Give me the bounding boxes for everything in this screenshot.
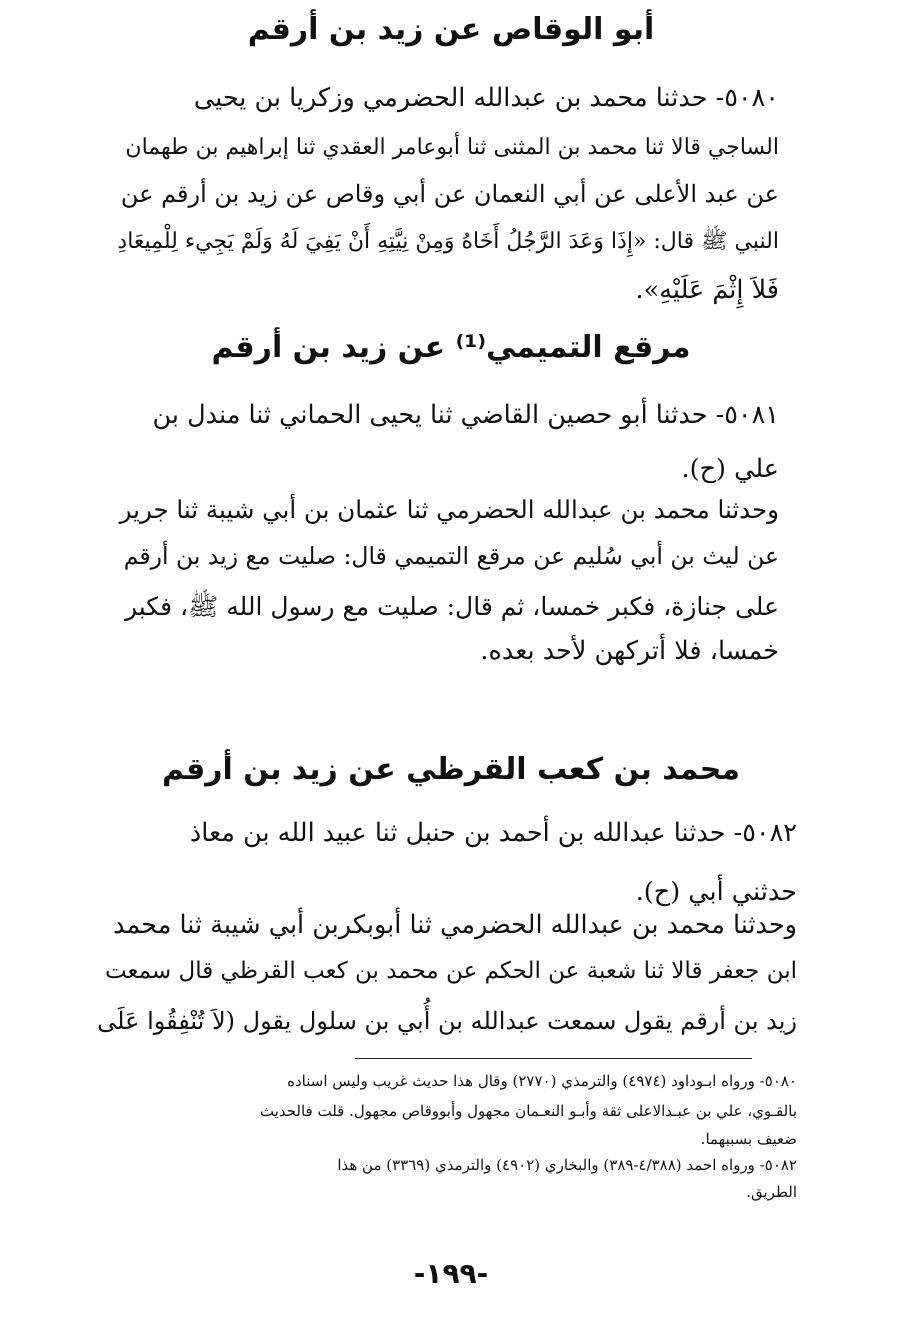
section-heading-2: مرقع التميمي⁽¹⁾ عن زيد بن أرقم — [211, 330, 691, 365]
hadith-5080-line-5: فَلاَ إِثْمَ عَلَيْهِ». — [635, 275, 779, 305]
hadith-5082-line-2: حدثني أبي (ح). — [635, 877, 797, 907]
section-heading-3: محمد بن كعب القرظي عن زيد بن أرقم — [162, 752, 740, 787]
hadith-5080-line-3: عن عبد الأعلى عن أبي النعمان عن أبي وقاص عن زيد بن أرقم عن — [120, 180, 779, 208]
hadith-5082-line-3: وحدثنا محمد بن عبدالله الحضرمي ثنا أبوبكربن أبي شيبة ثنا محمد — [113, 910, 797, 940]
hadith-5081-line-6: خمسا، فلا أتركهن لأحد بعده. — [480, 636, 779, 666]
hadith-5081-line-5: على جنازة، فكبر خمسا، ثم قال: صليت مع رسول الله ﷺ، فكبر — [124, 592, 779, 621]
hadith-5081-line-4: عن ليث بن أبي سُليم عن مرقع التميمي قال: صليت مع زيد بن أرقم — [123, 542, 779, 570]
hadith-5080-line-4: النبي ﷺ قال: «إِذَا وَعَدَ الرَّجُلُ أَخَاهُ وَمِنْ نِيَّتِهِ أَنْ يَفِيَ لَهُ وَلَمْ يَجِيء لِلْمِيعَادِ — [117, 229, 779, 254]
footnote-line-2: بالقـوي، علي بن عبـدالاعلى ثقة وأبـو النعـمان مجهول وأبووقاص مجهول. قلت فالحديث — [259, 1102, 797, 1120]
hadith-5082-line-1: ٥٠٨٢- حدثنا عبدالله بن أحمد بن حنبل ثنا عبيد الله بن معاذ — [189, 818, 797, 848]
hadith-5082-line-5: زيد بن أرقم يقول سمعت عبدالله بن أُبي بن سلول يقول (لاَ تُنْفِقُوا عَلَى — [97, 1007, 797, 1035]
footnote-line-3: ضعيف بسببهما. — [700, 1130, 797, 1148]
footnote-divider — [355, 1058, 752, 1059]
page-number: -١٩٩- — [413, 1257, 489, 1290]
hadith-5081-line-2: علي (ح). — [681, 454, 779, 484]
hadith-5081-line-1: ٥٠٨١- حدثنا أبو حصين القاضي ثنا يحيى الحماني ثنا مندل بن — [152, 400, 779, 430]
hadith-5081-line-3: وحدثنا محمد بن عبدالله الحضرمي ثنا عثمان بن أبي شيبة ثنا جرير — [119, 495, 779, 524]
footnote-line-4: ٥٠٨٢- ورواه احمد (٤/٣٨٨-٣٨٩) والبخاري (٤٩٠٢) والترمذي (٣٣٦٩) من هذا — [337, 1156, 797, 1174]
hadith-5080-line-2: الساجي قالا ثنا محمد بن المثنى ثنا أبوعامر العقدي ثنا إبراهيم بن طهمان — [125, 135, 779, 160]
section-heading-1: أبو الوقاص عن زيد بن أرقم — [247, 12, 655, 47]
footnote-line-1: ٥٠٨٠- ورواه ابـوداود (٤٩٧٤) والترمذي (٢٧٧٠) وقال هذا حديث غريب وليس اسناده — [287, 1072, 797, 1090]
hadith-5082-line-4: ابن جعفر قالا ثنا شعبة عن الحكم عن محمد بن كعب القرظي قال سمعت — [104, 958, 797, 984]
hadith-5080-line-1: ٥٠٨٠- حدثنا محمد بن عبدالله الحضرمي وزكريا بن يحيى — [193, 83, 779, 113]
footnote-line-5: الطريق. — [746, 1183, 797, 1201]
